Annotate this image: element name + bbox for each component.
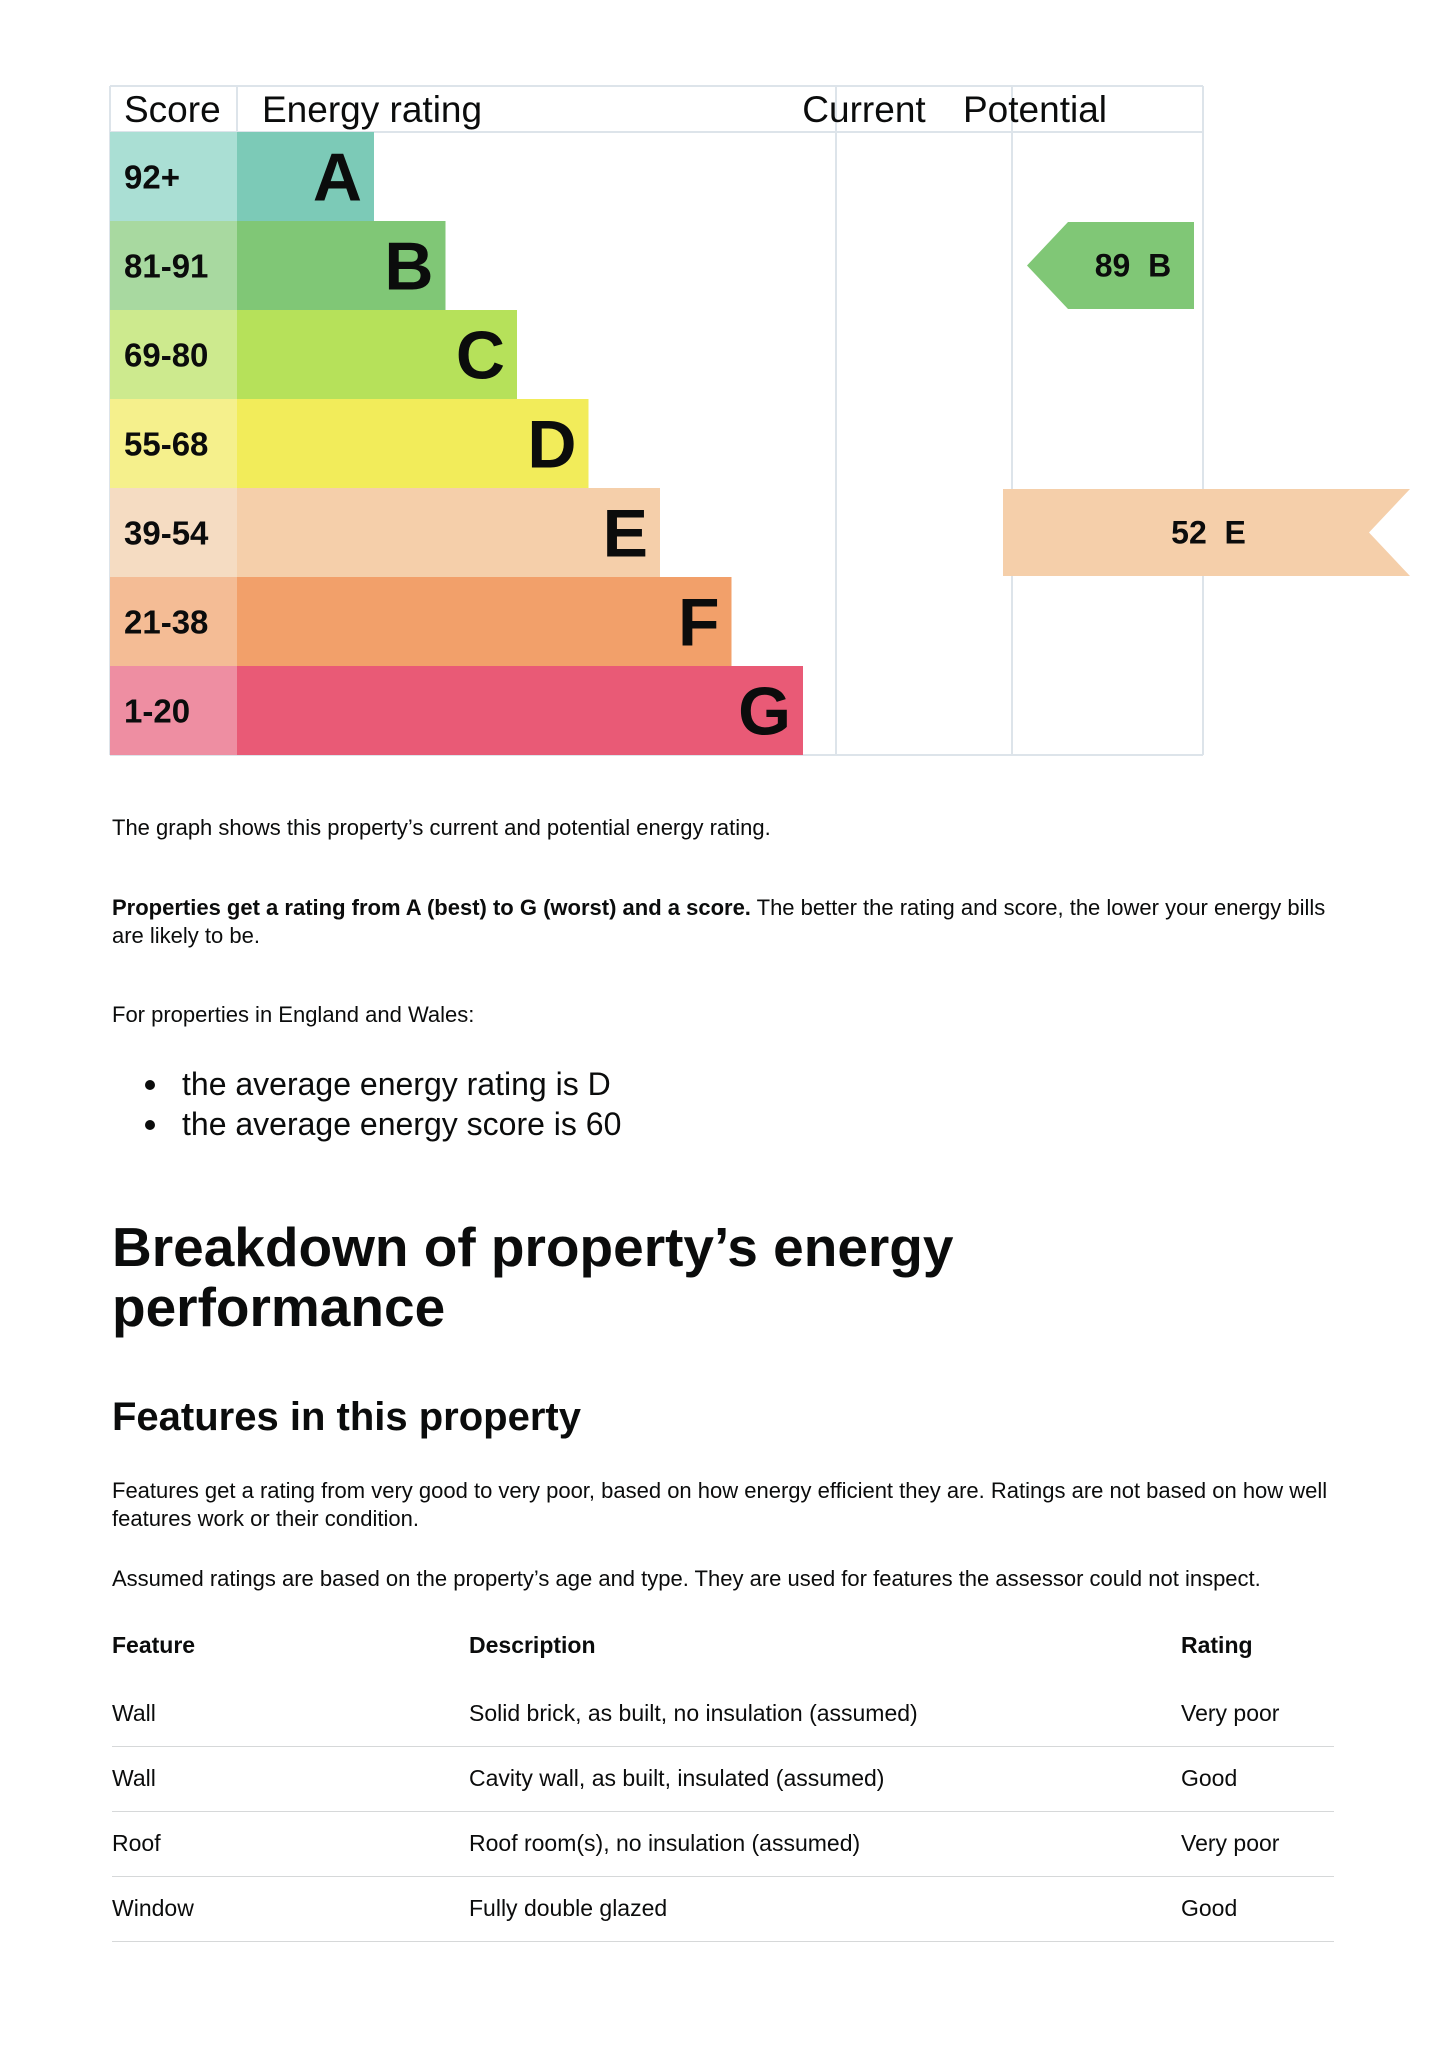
assumed-note: Assumed ratings are based on the property’s age and type. They are used for features the assessor could not inspect. [112, 1566, 1261, 1591]
band-g-letter: G [738, 673, 791, 750]
england-wales-note: For properties in England and Wales: [112, 1002, 475, 1027]
feature-cell: Wall [112, 1765, 156, 1791]
band-e-letter: E [602, 495, 648, 572]
rating-cell: Very poor [1181, 1830, 1280, 1856]
band-b-score-range: 81-91 [124, 247, 209, 285]
band-e-score-range: 39-54 [124, 514, 209, 552]
band-e-bar [237, 488, 660, 577]
energy-rating-header: Energy rating [262, 89, 483, 130]
table-row [112, 1747, 1334, 1812]
rating-cell: Good [1181, 1895, 1238, 1921]
table-row [112, 1877, 1334, 1942]
feature-column-header: Feature [112, 1632, 196, 1658]
rating-column-header: Rating [1181, 1632, 1253, 1658]
band-c-letter: C [455, 317, 505, 394]
rating-cell: Good [1181, 1765, 1238, 1791]
score-header: Score [124, 89, 221, 130]
bullet-icon [145, 1120, 155, 1130]
description-cell: Solid brick, as built, no insulation (assumed) [469, 1700, 918, 1726]
bullet-icon [145, 1080, 155, 1090]
table-header-row [112, 1630, 1334, 1682]
table-row [112, 1812, 1334, 1877]
feature-cell: Window [112, 1895, 194, 1921]
current-rating-label: 52 E [1171, 514, 1246, 551]
average-list [145, 1064, 621, 1144]
feature-cell: Wall [112, 1700, 156, 1726]
rating-cell: Very poor [1181, 1700, 1280, 1726]
graph-note: The graph shows this property’s current and potential energy rating. [112, 815, 771, 840]
list-item [145, 1064, 621, 1104]
list-item [145, 1104, 621, 1144]
band-c-score-range: 69-80 [124, 336, 209, 374]
band-f-bar [237, 577, 732, 666]
list-item-text: the average energy rating is D [182, 1066, 611, 1102]
rating-explanation-bold: Properties get a rating from A (best) to G (worst) and a score. [112, 895, 751, 920]
band-f-score-range: 21-38 [124, 603, 209, 641]
band-g-score-range: 1-20 [124, 692, 191, 730]
current-header: Current [802, 89, 926, 130]
energy-rating-chart [110, 86, 1246, 757]
features-table [112, 1630, 1334, 1942]
potential-rating-label: 89 B [1094, 247, 1172, 284]
breakdown-title: Breakdown of property’s energy performance [112, 1216, 954, 1338]
description-cell: Fully double glazed [469, 1895, 668, 1921]
band-g-bar [237, 666, 803, 755]
description-cell: Roof room(s), no insulation (assumed) [469, 1830, 861, 1856]
potential-header: Potential [963, 89, 1107, 130]
list-item-text: the average energy score is 60 [182, 1106, 622, 1142]
feature-cell: Roof [112, 1830, 161, 1856]
band-b-letter: B [384, 228, 434, 305]
band-a-score-range: 92+ [124, 158, 180, 196]
description-column-header: Description [469, 1632, 596, 1658]
band-a-letter: A [312, 139, 362, 216]
rating-explanation-rest: The better the rating and score, the lower your energy bills are likely to be. [112, 895, 1326, 948]
band-f-letter: F [677, 584, 720, 661]
band-d-score-range: 55-68 [124, 425, 209, 463]
features-title: Features in this property [112, 1395, 581, 1439]
description-cell: Cavity wall, as built, insulated (assumed) [469, 1765, 885, 1791]
table-row [112, 1682, 1334, 1747]
features-note: Features get a rating from very good to very poor, based on how energy efficient they are. Ratings are not based on how well features work or their condition. [112, 1478, 1328, 1531]
rating-explanation [112, 894, 1332, 950]
band-d-letter: D [527, 406, 577, 483]
